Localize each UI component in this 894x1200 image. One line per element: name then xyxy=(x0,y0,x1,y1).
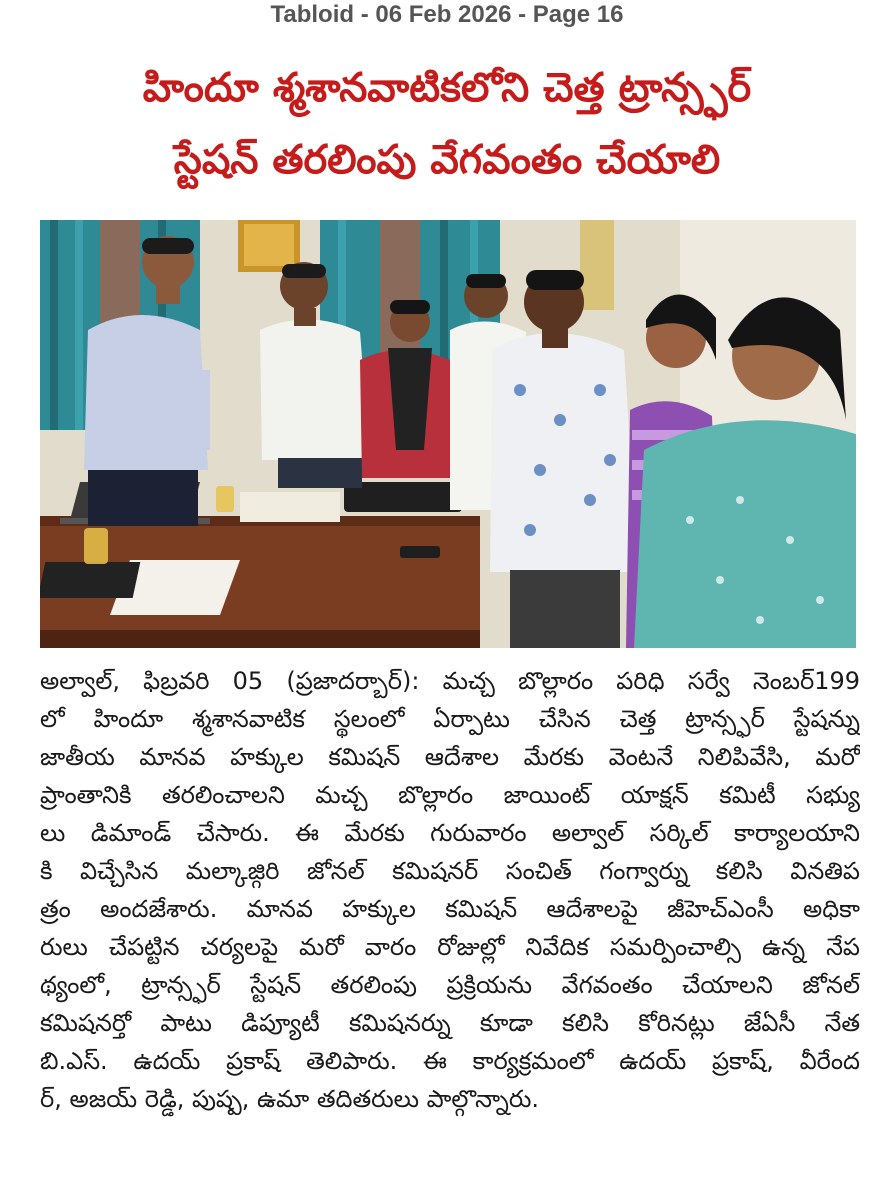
article-line: లు డిమాండ్ చేసారు. ఈ మేరకు గురువారం అల్వాల్ సర్కిల్ కార్యాలయాని xyxy=(40,819,860,847)
headline xyxy=(20,52,874,196)
article-line: రులు చేపట్టిన చర్యలపై మరో వారం రోజుల్లో నివేదిక సమర్పించాల్సి ఉన్న నేప xyxy=(40,933,860,961)
news-photo xyxy=(40,220,856,648)
article-line: జాతీయ మానవ హక్కుల కమిషన్ ఆదేశాల మేరకు వెంటనే నిలిపివేసి, మరో xyxy=(40,743,860,771)
article-line: బి.ఎస్. ఉదయ్ ప్రకాష్ తెలిపారు. ఈ కార్యక్రమంలో ఉదయ్ ప్రకాష్, వీరేంద xyxy=(40,1047,860,1075)
article-line: లో హిందూ శ్మశానవాటిక స్థలంలో ఏర్పాటు చేసిన చెత్త ట్రాన్స్ఫర్ స్టేషన్ను xyxy=(40,705,860,733)
article-line: త్రం అందజేశారు. మానవ హక్కుల కమిషన్ ఆదేశాలపై జీహెచ్ఎంసీ అధికా xyxy=(40,895,860,923)
article-line: థ్యంలో, ట్రాన్స్ఫర్ స్టేషన్ తరలింపు ప్రక్రియను వేగవంతం చేయాలని జోనల్ xyxy=(40,971,860,999)
article-body xyxy=(40,662,860,1118)
article-line: కి విచ్చేసిన మల్కాజ్గిరి జోనల్ కమిషనర్ సంచిత్ గంగ్వార్ను కలిసి వినతిప xyxy=(40,857,860,885)
article-line: కమిషనర్తో పాటు డిప్యూటీ కమిషనర్ను కూడా కలిసి కోరినట్లు జేఏసీ నేత xyxy=(40,1009,860,1037)
headline-line-2: స్టేషన్ తరలింపు వేగవంతం చేయాలి xyxy=(173,137,721,183)
article-line: ర్, అజయ్ రెడ్డి, పుష్ప, ఉమా తదితరులు పాల్గొన్నారు. xyxy=(40,1085,540,1113)
article-line: అల్వాల్, ఫిబ్రవరి 05 (ప్రజాదర్బార్): మచ్చ బొల్లారం పరిధి సర్వే నెంబర్199 xyxy=(40,667,860,695)
page-header: Tabloid - 06 Feb 2026 - Page 16 xyxy=(270,1,624,28)
headline-line-1: హిందూ శ్మశానవాటికలోని చెత్త ట్రాన్స్ఫర్ xyxy=(142,65,752,111)
article-line: ప్రాంతానికి తరలించాలని మచ్చ బొల్లారం జాయింట్ యాక్షన్ కమిటీ సభ్యు xyxy=(40,781,860,809)
news-photo-illustration xyxy=(40,220,856,648)
